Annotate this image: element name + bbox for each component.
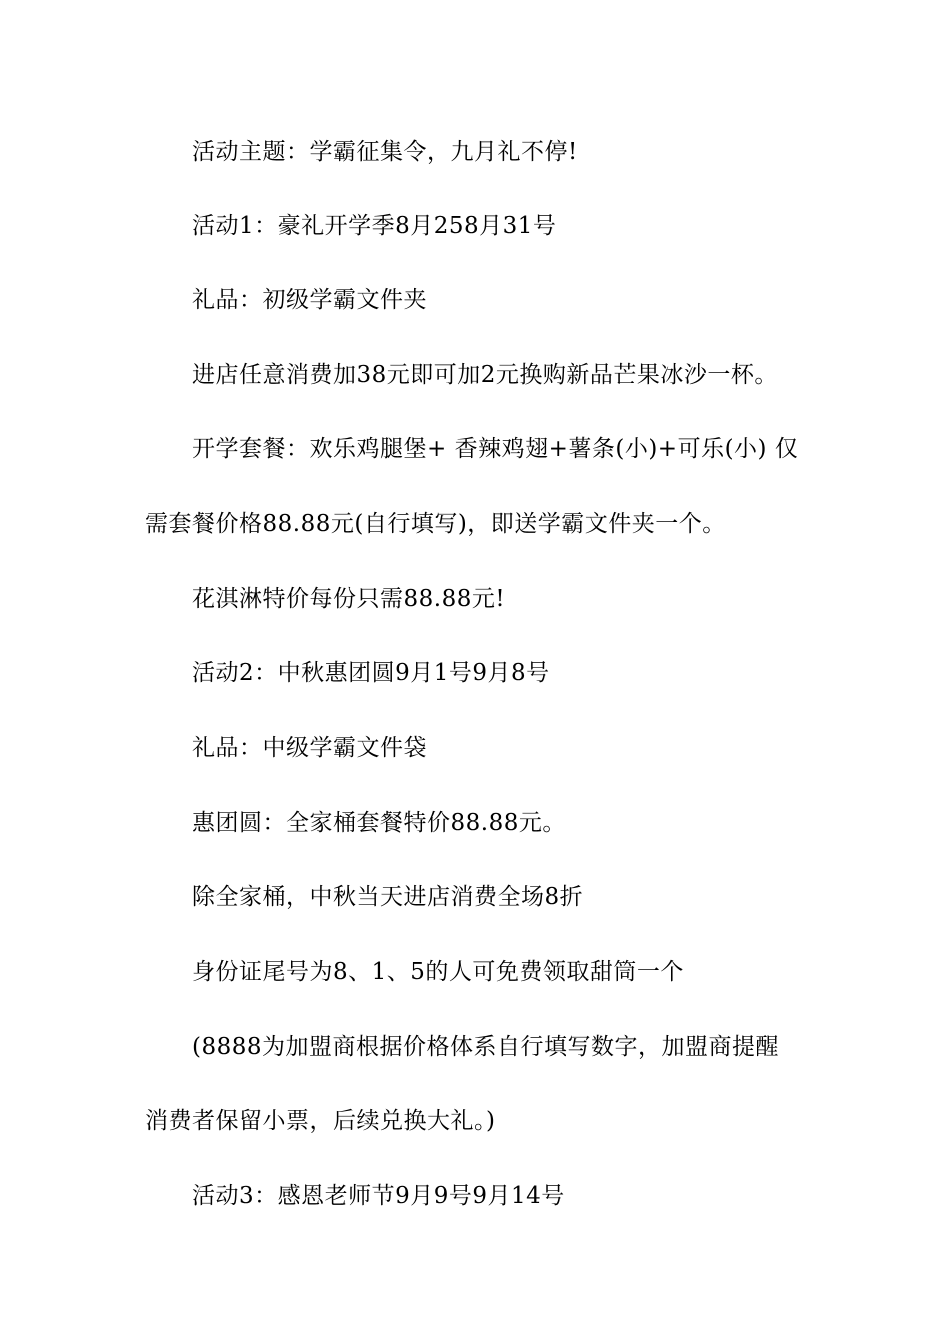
ice-cream-offer: 花淇淋特价每份只需88.88元! — [192, 586, 506, 612]
activity-2-gift: 礼品：中级学霸文件袋 — [192, 735, 427, 761]
activity-theme-line: 活动主题：学霸征集令，九月礼不停! — [192, 139, 578, 165]
id-number-offer: 身份证尾号为8、1、5的人可免费领取甜筒一个 — [192, 959, 684, 985]
family-bucket-offer: 惠团圆：全家桶套餐特价88.88元。 — [192, 810, 566, 836]
school-combo-line-2: 需套餐价格88.88元(自行填写)，即送学霸文件夹一个。 — [145, 511, 726, 537]
franchise-note-line-1: (8888为加盟商根据价格体系自行填写数字，加盟商提醒 — [192, 1034, 780, 1060]
activity-1-offer: 进店任意消费加38元即可加2元换购新品芒果冰沙一杯。 — [192, 362, 778, 388]
school-combo-line-1: 开学套餐：欢乐鸡腿堡+ 香辣鸡翅+薯条(小)+可乐(小) 仅 — [192, 436, 799, 462]
activity-1-gift: 礼品：初级学霸文件夹 — [192, 287, 427, 313]
activity-1-heading: 活动1：豪礼开学季8月258月31号 — [192, 213, 557, 239]
activity-3-heading: 活动3：感恩老师节9月9号9月14号 — [192, 1183, 565, 1209]
activity-2-heading: 活动2：中秋惠团圆9月1号9月8号 — [192, 660, 550, 686]
franchise-note-line-2: 消费者保留小票，后续兑换大礼。) — [145, 1108, 496, 1134]
mid-autumn-discount: 除全家桶，中秋当天进店消费全场8折 — [192, 884, 584, 910]
